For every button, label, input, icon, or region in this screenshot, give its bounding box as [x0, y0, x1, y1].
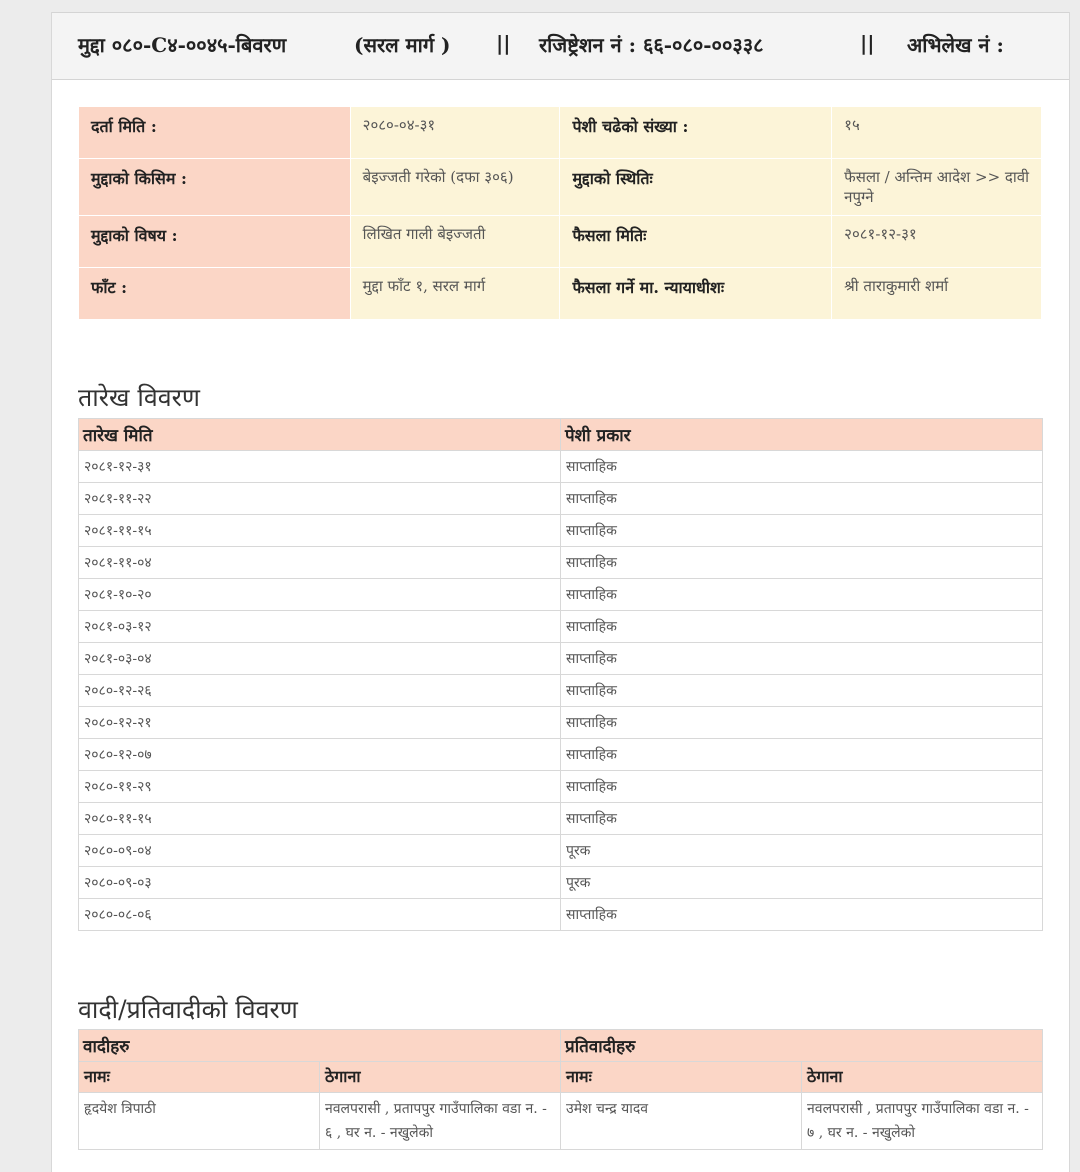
info-label: फैसला गर्ने मा. न्यायाधीशः	[560, 268, 832, 320]
registration-number: रजिष्ट्रेशन नं : ६६-०८०-००३३८	[539, 33, 764, 57]
case-info-table	[78, 106, 1042, 320]
info-value: फैसला / अन्तिम आदेश >> दावी नपुग्ने	[832, 159, 1042, 216]
info-row	[79, 107, 1042, 159]
info-label: मुद्दाको विषय :	[79, 216, 351, 268]
hearing-table	[78, 418, 1043, 931]
info-value: मुद्दा फाँट १, सरल मार्ग	[350, 268, 560, 320]
party-table	[78, 1029, 1043, 1150]
table-row	[79, 803, 1043, 835]
hearing-type: साप्ताहिक	[561, 803, 1043, 835]
table-row	[79, 675, 1043, 707]
hearing-date: २०८१-०३-०४	[79, 643, 561, 675]
table-row	[79, 611, 1043, 643]
hearing-header-row	[79, 419, 1043, 451]
hearing-type: साप्ताहिक	[561, 899, 1043, 931]
table-row	[79, 643, 1043, 675]
plaintiff-address: नवलपरासी , प्रतापपुर गाउँपालिका वडा न. - ६ , घर न. - नखुलेको	[320, 1093, 561, 1150]
table-row	[79, 899, 1043, 931]
defendant-address-header: ठेगाना	[802, 1062, 1043, 1093]
hearing-date: २०८१-११-२२	[79, 483, 561, 515]
hearing-type: साप्ताहिक	[561, 451, 1043, 483]
hearing-date: २०८१-१२-३१	[79, 451, 561, 483]
plaintiff-address-header: ठेगाना	[320, 1062, 561, 1093]
info-value: २०८०-०४-३१	[350, 107, 560, 159]
party-row	[79, 1093, 1043, 1150]
info-label: मुद्दाको स्थितिः	[560, 159, 832, 216]
party-group-header	[79, 1030, 1043, 1062]
case-detail-panel	[51, 12, 1070, 1172]
info-label: फाँट :	[79, 268, 351, 320]
info-label: मुद्दाको किसिम :	[79, 159, 351, 216]
hearing-date: २०८०-१२-२६	[79, 675, 561, 707]
info-label: पेशी चढेको संख्या :	[560, 107, 832, 159]
plaintiff-name-header: नामः	[79, 1062, 320, 1093]
party-column-header	[79, 1062, 1043, 1093]
table-row	[79, 707, 1043, 739]
header-separator: ||	[860, 31, 875, 55]
info-label: फैसला मितिः	[560, 216, 832, 268]
hearing-type: पूरक	[561, 867, 1043, 899]
column-header-date: तारेख मिति	[79, 419, 561, 451]
info-row	[79, 268, 1042, 320]
table-row	[79, 515, 1043, 547]
hearing-date: २०८०-१२-२१	[79, 707, 561, 739]
table-row	[79, 739, 1043, 771]
column-header-type: पेशी प्रकार	[561, 419, 1043, 451]
hearing-type: साप्ताहिक	[561, 707, 1043, 739]
table-row	[79, 547, 1043, 579]
info-label: दर्ता मिति :	[79, 107, 351, 159]
info-value: बेइज्जती गरेको (दफा ३०६)	[350, 159, 560, 216]
hearing-date: २०८०-१२-०७	[79, 739, 561, 771]
hearing-type: साप्ताहिक	[561, 483, 1043, 515]
record-number: अभिलेख नं :	[907, 33, 1004, 57]
hearing-date: २०८०-०८-०६	[79, 899, 561, 931]
party-section-title: वादी/प्रतिवादीको विवरण	[78, 995, 298, 1024]
defendant-name: उमेश चन्द्र यादव	[561, 1093, 802, 1150]
plaintiffs-header: वादीहरु	[79, 1030, 561, 1062]
table-row	[79, 771, 1043, 803]
plaintiff-name: हृदयेश त्रिपाठी	[79, 1093, 320, 1150]
hearing-type: साप्ताहिक	[561, 771, 1043, 803]
hearing-date: २०८१-११-१५	[79, 515, 561, 547]
table-row	[79, 483, 1043, 515]
hearing-date: २०८०-११-२९	[79, 771, 561, 803]
hearing-date: २०८०-०९-०४	[79, 835, 561, 867]
hearing-type: साप्ताहिक	[561, 643, 1043, 675]
defendants-header: प्रतिवादीहरु	[561, 1030, 1043, 1062]
hearing-type: साप्ताहिक	[561, 611, 1043, 643]
info-value: २०८१-१२-३१	[832, 216, 1042, 268]
hearing-date: २०८०-०९-०३	[79, 867, 561, 899]
info-value: लिखित गाली बेइज्जती	[350, 216, 560, 268]
hearing-date: २०८१-११-०४	[79, 547, 561, 579]
case-header	[52, 12, 1069, 80]
hearing-date: २०८१-१०-२०	[79, 579, 561, 611]
hearing-type: साप्ताहिक	[561, 739, 1043, 771]
hearing-section-title: तारेख विवरण	[78, 383, 200, 412]
table-row	[79, 451, 1043, 483]
hearing-date: २०८१-०३-१२	[79, 611, 561, 643]
info-row	[79, 216, 1042, 268]
header-separator: ||	[496, 31, 511, 55]
case-route: (सरल मार्ग )	[354, 33, 451, 57]
hearing-type: साप्ताहिक	[561, 515, 1043, 547]
table-row	[79, 579, 1043, 611]
hearing-table-body	[79, 451, 1043, 931]
table-row	[79, 867, 1043, 899]
hearing-type: साप्ताहिक	[561, 579, 1043, 611]
hearing-type: साप्ताहिक	[561, 547, 1043, 579]
info-row	[79, 159, 1042, 216]
hearing-date: २०८०-११-१५	[79, 803, 561, 835]
hearing-type: साप्ताहिक	[561, 675, 1043, 707]
case-title: मुद्दा ०८०-C४-००४५-बिवरण	[78, 33, 287, 57]
info-value: १५	[832, 107, 1042, 159]
defendant-name-header: नामः	[561, 1062, 802, 1093]
table-row	[79, 835, 1043, 867]
defendant-address: नवलपरासी , प्रतापपुर गाउँपालिका वडा न. - ७ , घर न. - नखुलेको	[802, 1093, 1043, 1150]
hearing-type: पूरक	[561, 835, 1043, 867]
info-value: श्री ताराकुमारी शर्मा	[832, 268, 1042, 320]
